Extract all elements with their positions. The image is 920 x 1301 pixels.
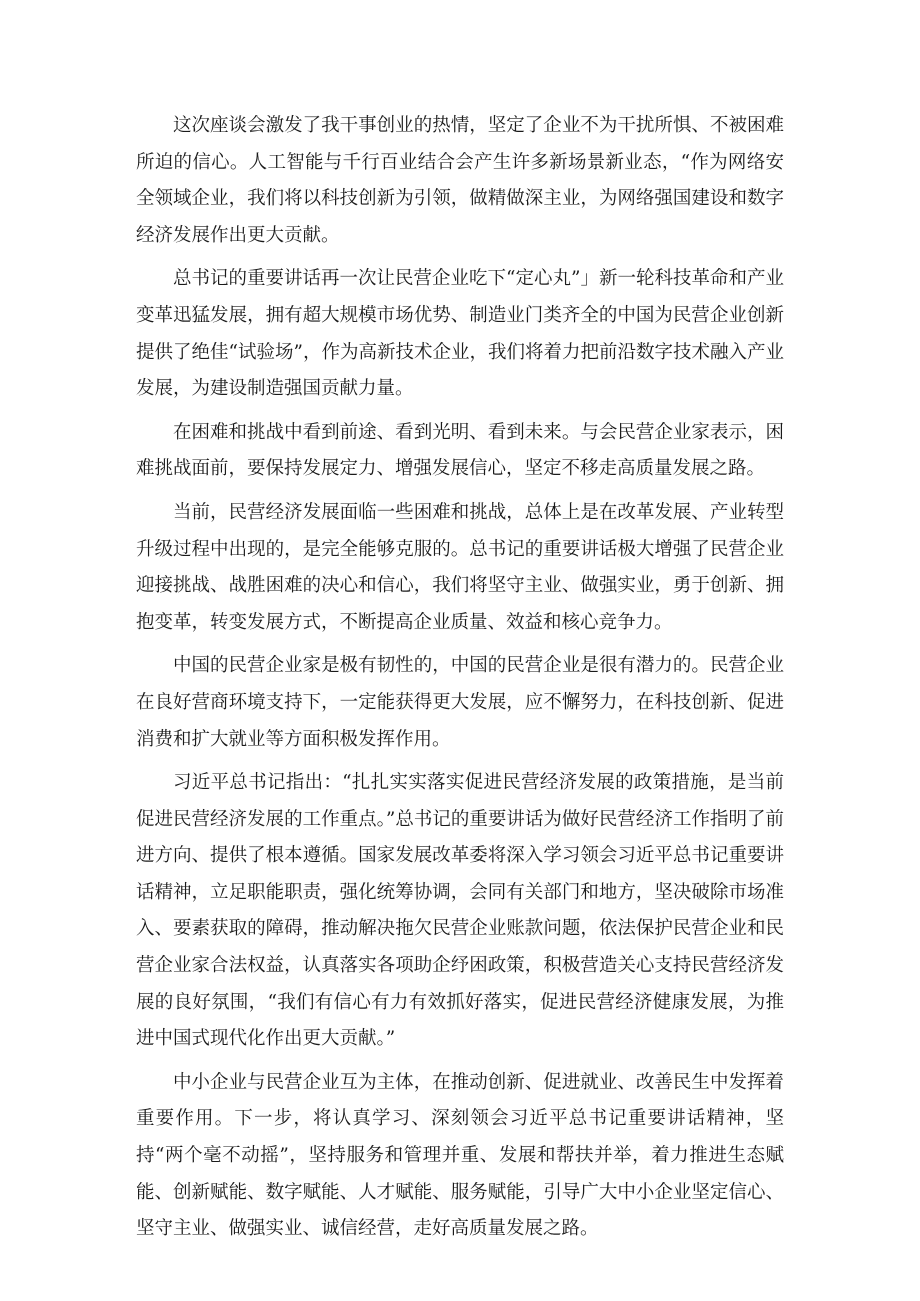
paragraph: 总书记的重要讲话再一次让民营企业吃下“定心丸”」新一轮科技革命和产业变革迅猛发展，拥有超大规模市场优势、制造业门类齐全的中国为民营企业创新提供了绝佳“试验场”，作为高新技术企业，我们将着力把前沿数字技术融入产业发展，为建设制造强国贡献力量。 [136, 268, 784, 400]
paragraph: 中国的民营企业家是极有韧性的，中国的民营企业是很有潜力的。民营企业在良好营商环境支持下，一定能获得更大发展，应不懈努力，在科技创新、促进消费和扩大就业等方面积极发挥作用。 [136, 655, 784, 750]
paragraph: 习近平总书记指出：“扎扎实实落实促进民营经济发展的政策措施，是当前促进民营经济发展的工作重点。”总书记的重要讲话为做好民营经济工作指明了前进方向、提供了根本遵循。国家发展改革委将深入学习领会习近平总书记重要讲话精神，立足职能职责，强化统筹协调，会同有关部门和地方，坚决破除市场准入、要素获取的障碍，推动解决拖欠民营企业账款问题，依法保护民营企业和民营企业家合法权益，认真落实各项助企纾困政策，积极营造关心支持民营经济发展的良好氛围，“我们有信心有力有效抓好落实，促进民营经济健康发展，为推进中国式现代化作出更大贡献。” [136, 772, 784, 1050]
paragraph: 这次座谈会激发了我干事创业的热情，坚定了企业不为干扰所惧、不被困难所迫的信心。人工智能与千行百业结合会产生许多新场景新业态，“作为网络安全领域企业，我们将以科技创新为引领，做精做深主业，为网络强国建设和数字经济发展作出更大贡献。 [136, 115, 784, 246]
document-body [136, 108, 784, 1255]
paragraph: 在困难和挑战中看到前途、看到光明、看到未来。与会民营企业家表示，困难挑战面前，要保持发展定力、增强发展信心，坚定不移走高质量发展之路。 [136, 421, 784, 480]
paragraph: 中小企业与民营企业互为主体，在推动创新、促进就业、改善民生中发挥着重要作用。下一步，将认真学习、深刻领会习近平总书记重要讲话精神，坚持“两个毫不动摇”，坚持服务和管理并重、发展和帮扶并举，着力推进生态赋能、创新赋能、数字赋能、人才赋能、服务赋能，引导广大中小企业坚定信心、坚守主业、做强实业、诚信经营，走好高质量发展之路。 [136, 1071, 784, 1240]
paragraph: 当前，民营经济发展面临一些困难和挑战，总体上是在改革发展、产业转型升级过程中出现的，是完全能够克服的。总书记的重要讲话极大增强了民营企业迎接挑战、战胜困难的决心和信心，我们将坚守主业、做强实业，勇于创新、拥抱变革，转变发展方式，不断提高企业质量、效益和核心竞争力。 [136, 501, 784, 633]
